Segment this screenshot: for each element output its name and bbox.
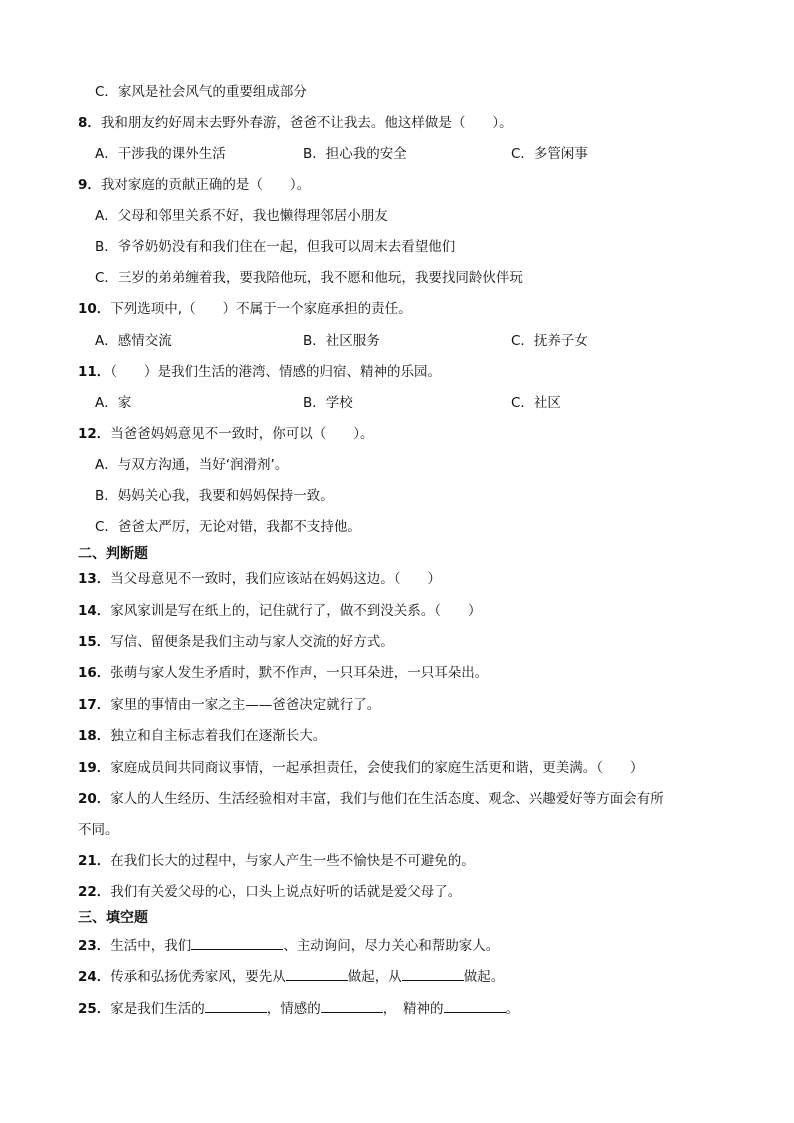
question-text-pre: 生活中，我们 (110, 938, 192, 954)
question-18 (78, 727, 326, 745)
question-number: 11． (78, 364, 111, 380)
answer-blank[interactable] (286, 966, 348, 981)
question-number: 21． (78, 853, 111, 869)
question-number: 15． (78, 634, 111, 650)
question-text-pre: 传承和弘扬优秀家风，要先从 (110, 969, 286, 985)
section-heading-judgement: 二、判断题 (78, 546, 148, 562)
question-19 (78, 759, 644, 777)
question-text: 当爸爸妈妈意见不一致时，你可以（ ）。 (110, 426, 374, 442)
option-b: B．担心我的安全 (303, 146, 407, 162)
question-text: 我对家庭的贡献正确的是（ ）。 (100, 177, 311, 193)
question-number: 10． (78, 301, 111, 317)
question-14 (78, 602, 482, 620)
answer-blank[interactable] (205, 998, 267, 1013)
question-text: 家里的事情由一家之主——爸爸决定就行了。 (110, 697, 381, 713)
option-c: C．抚养子女 (511, 333, 588, 349)
option-b: B．学校 (303, 395, 353, 411)
question-text-mid1: ，情感的 (266, 1001, 321, 1017)
question-text-mid2: ， 精神的 (382, 1001, 444, 1017)
q12-option-b: B．妈妈关心我，我要和妈妈保持一致。 (95, 488, 334, 504)
answer-blank[interactable] (191, 935, 283, 950)
question-8 (78, 114, 513, 132)
question-16 (78, 664, 488, 682)
q9-option-a: A．父母和邻里关系不好，我也懒得理邻居小朋友 (95, 208, 388, 224)
question-text: 下列选项中,（ ）不属于一个家庭承担的责任。 (110, 301, 412, 317)
question-text-mid: 做起，从 (347, 969, 402, 985)
question-number: 22． (78, 884, 111, 900)
q9-option-b: B．爷爷奶奶没有和我们住在一起，但我可以周末去看望他们 (95, 239, 456, 255)
question-text: 在我们长大的过程中，与家人产生一些不愉快是不可避免的。 (110, 853, 475, 869)
q12-option-c: C．爸爸太严厉，无论对错，我都不支持他。 (95, 519, 361, 535)
question-text: 写信、留便条是我们主动与家人交流的好方式。 (110, 634, 394, 650)
question-text-post: 做起。 (463, 969, 505, 985)
answer-blank[interactable] (444, 998, 506, 1013)
question-number: 16． (78, 665, 111, 681)
option-b: B．社区服务 (303, 333, 380, 349)
q7-option-c: C．家风是社会风气的重要组成部分 (95, 84, 307, 100)
question-number: 8． (78, 115, 101, 131)
question-20-continued: 不同。 (78, 822, 119, 838)
question-text: 张萌与家人发生矛盾时，默不作声，一只耳朵进，一只耳朵出。 (110, 665, 489, 681)
question-11 (78, 363, 441, 381)
question-number: 23． (78, 938, 111, 954)
question-15 (78, 633, 394, 651)
question-number: 13． (78, 571, 111, 587)
question-text: 家庭成员间共同商议事情，一起承担责任，会使我们的家庭生活更和谐，更美满。（ ） (110, 760, 644, 776)
question-number: 20． (78, 791, 111, 807)
question-13 (78, 570, 441, 588)
question-20 (78, 790, 664, 808)
option-c: C．多管闲事 (511, 146, 588, 162)
question-22 (78, 883, 461, 901)
option-c: C．社区 (511, 395, 561, 411)
question-text: 家风家训是写在纸上的，记住就行了，做不到没关系。（ ） (110, 603, 482, 619)
question-text-post: 。 (505, 1001, 520, 1017)
question-number: 18． (78, 728, 111, 744)
question-text-post: 、主动询问，尽力关心和帮助家人。 (283, 938, 500, 954)
question-text: 当父母意见不一致时，我们应该站在妈妈这边。（ ） (110, 571, 442, 587)
question-17 (78, 696, 380, 714)
q10-options (95, 332, 719, 350)
q9-option-c: C．三岁的弟弟缠着我，要我陪他玩，我不愿和他玩，我要找同龄伙伴玩 (95, 270, 523, 286)
question-number: 12． (78, 426, 111, 442)
question-10 (78, 300, 412, 318)
question-number: 9． (78, 177, 101, 193)
question-number: 25． (78, 1001, 111, 1017)
q11-options (95, 394, 719, 412)
question-24 (78, 966, 504, 986)
option-a: A．干涉我的课外生活 (95, 146, 226, 162)
question-text: 我们有关爱父母的心，口头上说点好听的话就是爱父母了。 (110, 884, 462, 900)
question-number: 14． (78, 603, 111, 619)
option-a: A．家 (95, 395, 132, 411)
question-23 (78, 935, 499, 955)
question-text: 我和朋友约好周末去野外春游，爸爸不让我去。他这样做是（ ）。 (100, 115, 513, 131)
question-text-pre: 家是我们生活的 (110, 1001, 205, 1017)
q12-option-a: A．与双方沟通，当好‘润滑剂’。 (95, 457, 289, 473)
section-heading-fill-blank: 三、填空题 (78, 910, 148, 926)
question-number: 24． (78, 969, 111, 985)
question-text: 家人的人生经历、生活经验相对丰富，我们与他们在生活态度、观念、兴趣爱好等方面会有所 (110, 791, 664, 807)
question-21 (78, 852, 475, 870)
question-text: （ ）是我们生活的港湾、情感的归宿、精神的乐园。 (110, 364, 442, 380)
answer-blank[interactable] (321, 998, 383, 1013)
question-25 (78, 998, 519, 1018)
question-12 (78, 425, 374, 443)
question-9 (78, 176, 310, 194)
question-text: 独立和自主标志着我们在逐渐长大。 (110, 728, 327, 744)
q8-options (95, 145, 719, 163)
answer-blank[interactable] (402, 966, 464, 981)
option-a: A．感情交流 (95, 333, 172, 349)
question-number: 19． (78, 760, 111, 776)
question-number: 17． (78, 697, 111, 713)
